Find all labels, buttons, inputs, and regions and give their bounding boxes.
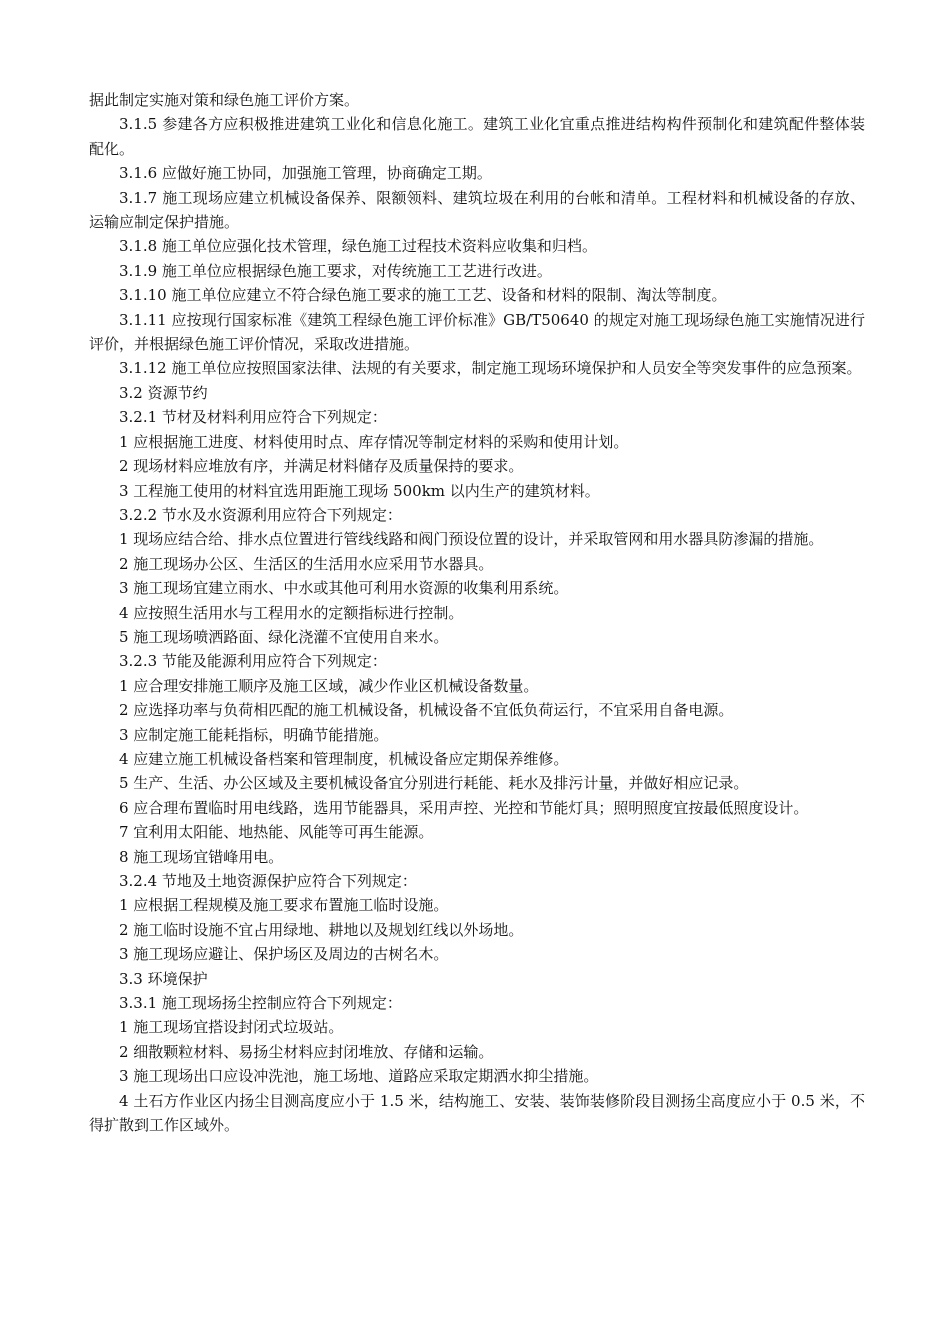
paragraph: 3.1.10 施工单位应建立不符合绿色施工要求的施工工艺、设备和材料的限制、淘汰等制度。 [119,286,727,305]
document-body [89,88,865,1137]
paragraph: 1 应根据工程规模及施工要求布置施工临时设施。 [119,896,449,915]
paragraph: 3.1.8 施工单位应强化技术管理，绿色施工过程技术资料应收集和归档。 [119,237,597,256]
paragraph: 3.1.7 施工现场应建立机械设备保养、限额领料、建筑垃圾在利用的台帐和清单。工程材料和机械设备的存放、运输应制定保护措施。 [89,188,865,232]
paragraph: 2 施工现场办公区、生活区的生活用水应采用节水器具。 [119,554,494,573]
paragraph: 2 应选择功率与负荷相匹配的施工机械设备，机械设备不宜低负荷运行，不宜采用自备电源。 [119,701,734,720]
paragraph: 2 细散颗粒材料、易扬尘材料应封闭堆放、存储和运输。 [119,1042,494,1061]
paragraph: 5 施工现场喷洒路面、绿化浇灌不宜使用自来水。 [119,627,449,646]
paragraph: 3.1.11 应按现行国家标准《建筑工程绿色施工评价标准》GB/T50640 的规定对施工现场绿色施工实施情况进行评价，并根据绿色施工评价情况，采取改进措施。 [89,310,865,354]
paragraph: 3 施工现场宜建立雨水、中水或其他可利用水资源的收集利用系统。 [119,579,569,598]
paragraph: 3 施工现场应避让、保护场区及周边的古树名木。 [119,945,449,964]
paragraph: 4 应建立施工机械设备档案和管理制度，机械设备应定期保养维修。 [119,749,569,768]
paragraph: 1 应合理安排施工顺序及施工区域，减少作业区机械设备数量。 [119,676,539,695]
paragraph: 1 应根据施工进度、材料使用时点、库存情况等制定材料的采购和使用计划。 [119,432,629,451]
paragraph: 据此制定实施对策和绿色施工评价方案。 [89,91,360,109]
paragraph: 3.1.5 参建各方应积极推进建筑工业化和信息化施工。建筑工业化宜重点推进结构构件预制化和建筑配件整体装配化。 [89,115,865,158]
paragraph: 3.2.3 节能及能源利用应符合下列规定： [119,652,387,671]
paragraph: 5 生产、生活、办公区域及主要机械设备宜分别进行耗能、耗水及排污计量，并做好相应记录。 [119,774,749,793]
paragraph: 3.2.1 节材及材料利用应符合下列规定： [119,408,387,427]
paragraph: 3.1.9 施工单位应根据绿色施工要求，对传统施工工艺进行改进。 [119,261,552,280]
paragraph: 3.2 资源节约 [119,383,208,402]
paragraph: 3.1.12 施工单位应按照国家法律、法规的有关要求，制定施工现场环境保护和人员安全等突发事件的应急预案。 [119,359,862,378]
paragraph: 3.3 环境保护 [119,969,208,988]
paragraph: 7 宜利用太阳能、地热能、风能等可再生能源。 [119,823,434,842]
paragraph: 3 工程施工使用的材料宜选用距施工现场 500km 以内生产的建筑材料。 [119,481,600,500]
paragraph: 6 应合理布置临时用电线路，选用节能器具，采用声控、光控和节能灯具；照明照度宜按最低照度设计。 [119,798,809,817]
paragraph: 3.2.4 节地及土地资源保护应符合下列规定： [119,872,417,890]
paragraph: 4 应按照生活用水与工程用水的定额指标进行控制。 [119,603,464,622]
paragraph: 3 施工现场出口应设冲洗池，施工场地、道路应采取定期洒水抑尘措施。 [119,1067,599,1086]
paragraph: 2 施工临时设施不宜占用绿地、耕地以及规划红线以外场地。 [119,920,524,939]
paragraph: 2 现场材料应堆放有序，并满足材料储存及质量保持的要求。 [119,457,524,476]
paragraph: 1 施工现场宜搭设封闭式垃圾站。 [119,1018,344,1037]
paragraph: 3.1.6 应做好施工协同，加强施工管理，协商确定工期。 [119,164,492,183]
paragraph: 3.3.1 施工现场扬尘控制应符合下列规定： [119,994,402,1013]
paragraph: 8 施工现场宜错峰用电。 [119,847,284,866]
paragraph: 3.2.2 节水及水资源利用应符合下列规定： [119,505,402,524]
paragraph: 3 应制定施工能耗指标，明确节能措施。 [119,725,389,744]
paragraph: 4 土石方作业区内扬尘目测高度应小于 1.5 米，结构施工、安装、装饰装修阶段目测扬尘高度应小于 0.5 米，不得扩散到工作区域外。 [89,1091,865,1135]
paragraph: 1 现场应结合给、排水点位置进行管线线路和阀门预设位置的设计，并采取管网和用水器具防渗漏的措施。 [119,530,824,549]
